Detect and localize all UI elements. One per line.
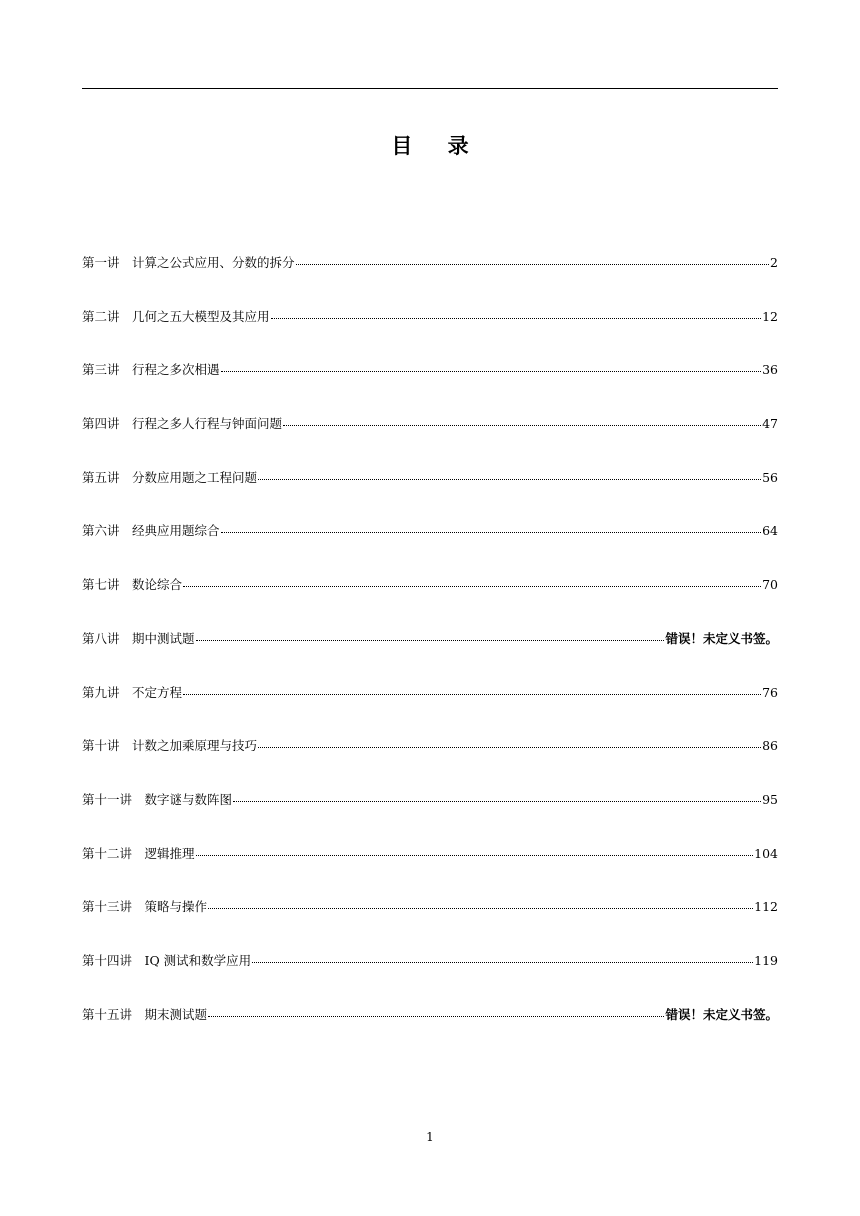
toc-entry-label xyxy=(82,415,282,433)
toc-page-number: 104 xyxy=(754,845,778,861)
toc-entry-label xyxy=(82,1006,207,1024)
toc-entry-title: 期末测试题 xyxy=(144,1006,208,1022)
toc-chapter: 第十讲 xyxy=(82,738,120,754)
toc-dot-leader xyxy=(221,371,762,372)
toc-entry-title: IQ 测试和数学应用 xyxy=(144,952,252,968)
toc-chapter: 第九讲 xyxy=(82,684,120,700)
toc-entry-label xyxy=(82,952,251,970)
toc-entry-label xyxy=(82,737,257,755)
toc-dot-leader xyxy=(208,908,753,909)
toc-entry[interactable] xyxy=(82,254,778,308)
toc-chapter: 第十五讲 xyxy=(82,1006,133,1022)
toc-entry-title: 行程之多次相遇 xyxy=(132,362,220,378)
toc-entry-title: 期中测试题 xyxy=(132,630,195,646)
toc-chapter: 第十二讲 xyxy=(82,845,133,861)
toc-chapter: 第五讲 xyxy=(82,469,120,485)
toc-entry[interactable] xyxy=(82,684,778,738)
toc-entry-label xyxy=(82,898,207,916)
toc-entry[interactable] xyxy=(82,737,778,791)
toc-entry-title: 逻辑推理 xyxy=(144,845,195,861)
toc-entry[interactable] xyxy=(82,952,778,1006)
toc-dot-leader xyxy=(221,532,762,533)
toc-dot-leader xyxy=(258,479,761,480)
toc-entry[interactable] xyxy=(82,630,778,684)
toc-entry-title: 策略与操作 xyxy=(144,899,208,915)
toc-dot-leader xyxy=(196,640,665,641)
toc-page-number: 12 xyxy=(762,308,778,324)
toc-dot-leader xyxy=(196,855,754,856)
toc-list xyxy=(82,254,778,1059)
toc-chapter: 第十三讲 xyxy=(82,899,133,915)
header-rule xyxy=(82,88,778,89)
toc-entry[interactable] xyxy=(82,898,778,952)
toc-entry[interactable] xyxy=(82,576,778,630)
toc-entry-label xyxy=(82,522,220,540)
toc-chapter: 第七讲 xyxy=(82,577,120,593)
toc-dot-leader xyxy=(183,694,761,695)
toc-entry-label xyxy=(82,254,295,272)
toc-page-error: 错误！未定义书签。 xyxy=(665,630,778,646)
toc-entry-title: 分数应用题之工程问题 xyxy=(132,469,258,485)
toc-page-number: 86 xyxy=(762,738,778,754)
toc-entry-label xyxy=(82,791,232,809)
toc-chapter: 第二讲 xyxy=(82,308,120,324)
toc-entry-label xyxy=(82,684,182,702)
toc-entry-label xyxy=(82,845,195,863)
toc-page-number: 119 xyxy=(754,952,778,968)
toc-entry[interactable] xyxy=(82,308,778,362)
toc-entry-label xyxy=(82,469,257,487)
toc-entry-label xyxy=(82,576,182,594)
toc-page-number: 64 xyxy=(762,523,778,539)
toc-entry[interactable] xyxy=(82,522,778,576)
toc-dot-leader xyxy=(258,747,761,748)
toc-page-error: 错误！未定义书签。 xyxy=(665,1006,778,1022)
toc-page-number: 2 xyxy=(770,255,778,270)
toc-entry[interactable] xyxy=(82,415,778,469)
toc-entry-title: 计算之公式应用、分数的拆分 xyxy=(132,255,295,270)
toc-page-number: 36 xyxy=(762,362,778,378)
toc-entry-label xyxy=(82,308,270,326)
toc-page-number: 47 xyxy=(762,416,778,432)
toc-entry-title: 计数之加乘原理与技巧 xyxy=(132,738,258,754)
toc-entry[interactable] xyxy=(82,361,778,415)
toc-dot-leader xyxy=(252,962,753,963)
toc-chapter: 第十四讲 xyxy=(82,952,133,968)
toc-entry-title: 不定方程 xyxy=(132,684,183,700)
toc-chapter: 第三讲 xyxy=(82,362,120,378)
toc-entry-title: 数论综合 xyxy=(132,577,183,593)
toc-dot-leader xyxy=(271,318,762,319)
toc-entry-title: 几何之五大模型及其应用 xyxy=(132,308,270,324)
toc-page-number: 95 xyxy=(762,791,778,807)
toc-entry-title: 经典应用题综合 xyxy=(132,523,220,539)
toc-dot-leader xyxy=(296,264,770,265)
toc-page-number: 70 xyxy=(762,577,778,593)
toc-page-number: 56 xyxy=(762,469,778,485)
toc-chapter: 第八讲 xyxy=(82,630,120,646)
toc-dot-leader xyxy=(233,801,761,802)
toc-entry-label xyxy=(82,630,195,648)
toc-dot-leader xyxy=(183,586,761,587)
toc-chapter: 第十一讲 xyxy=(82,791,133,807)
toc-page-number: 112 xyxy=(754,899,778,915)
toc-entry[interactable] xyxy=(82,1006,778,1060)
page-number: 1 xyxy=(426,1130,434,1144)
toc-entry-label xyxy=(82,361,220,379)
toc-chapter: 第四讲 xyxy=(82,416,120,432)
toc-dot-leader xyxy=(283,425,761,426)
toc-entry[interactable] xyxy=(82,469,778,523)
toc-entry[interactable] xyxy=(82,845,778,899)
toc-entry[interactable] xyxy=(82,791,778,845)
toc-page-number: 76 xyxy=(762,684,778,700)
toc-entry-title: 数字谜与数阵图 xyxy=(144,791,233,807)
toc-entry-title: 行程之多人行程与钟面问题 xyxy=(132,416,283,432)
toc-title: 目 录 xyxy=(391,134,483,158)
toc-dot-leader xyxy=(208,1016,664,1017)
toc-chapter: 第一讲 xyxy=(82,255,120,270)
toc-chapter: 第六讲 xyxy=(82,523,120,539)
